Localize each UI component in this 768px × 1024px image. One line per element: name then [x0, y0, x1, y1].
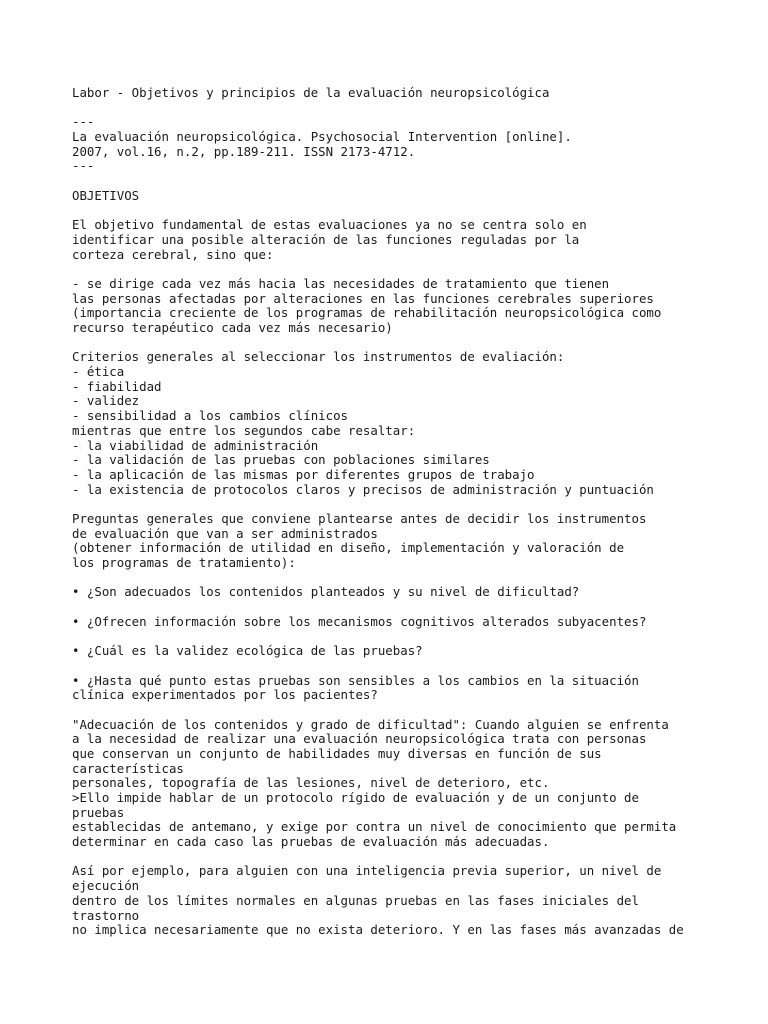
text-line: establecidas de antemano, y exige por contra un nivel de conocimiento que permita — [72, 819, 677, 835]
text-line: Labor - Objetivos y principios de la evaluación neuropsicológica — [72, 85, 550, 100]
text-line: OBJETIVOS — [72, 187, 140, 203]
text-line: características — [72, 760, 184, 776]
blank-line — [72, 497, 762, 512]
text-line: - la aplicación de las mismas por diferentes grupos de trabajo — [72, 466, 535, 482]
text-line: 2007, vol.16, n.2, pp.189-211. ISSN 2173-4712. — [72, 143, 416, 159]
text-line: no implica necesariamente que no exista deterioro. Y en las fases más avanzadas de — [72, 922, 684, 938]
text-line: recurso terapéutico cada vez más necesario) — [72, 320, 393, 335]
text-line: pruebas — [72, 804, 125, 820]
text-line: Preguntas generales que conviene plantearse antes de decidir los instrumentos — [72, 510, 647, 526]
text-line: --- — [72, 114, 95, 130]
blank-line — [72, 629, 762, 644]
blank-line — [72, 336, 762, 351]
text-line: los programas de tratamiento): — [72, 555, 296, 570]
text-line: (importancia creciente de los programas de rehabilitación neuropsicológica como — [72, 305, 662, 321]
text-line: Criterios generales al seleccionar los instrumentos de evaliación: — [72, 349, 565, 365]
text-line: determinar en cada caso las pruebas de evaluación más adecuadas. — [72, 834, 550, 850]
text-line: • ¿Cuál es la validez ecológica de las pruebas? — [72, 643, 423, 659]
text-line: - fiabilidad — [72, 378, 162, 394]
blank-line — [72, 204, 762, 219]
text-line: de evaluación que van a ser administrados — [72, 525, 378, 541]
text-line: las personas afectadas por alteraciones en las funciones cerebrales superiores — [72, 290, 654, 306]
text-line: >Ello impide hablar de un protocolo rígido de evaluación y de un conjunto de — [72, 790, 639, 805]
text-line: (obtener información de utilidad en diseño, implementación y valoración de — [72, 540, 625, 556]
blank-line — [72, 600, 762, 615]
blank-line — [72, 262, 762, 277]
text-line: mientras que entre los segundos cabe resaltar: — [72, 422, 416, 438]
text-line: - se dirige cada vez más hacia las necesidades de tratamiento que tienen — [72, 275, 610, 291]
text-line: Así por ejemplo, para alguien con una inteligencia previa superior, un nivel de — [72, 863, 662, 879]
text-line: • ¿Ofrecen información sobre los mecanismos cognitivos alterados subyacentes? — [72, 613, 647, 629]
text-line: que conservan un conjunto de habilidades muy diversas en función de sus — [72, 745, 602, 761]
blank-line — [72, 703, 762, 718]
text-line: --- — [72, 158, 95, 174]
text-line: La evaluación neuropsicológica. Psychosocial Intervention [online]. — [72, 129, 572, 145]
text-line: ejecución — [72, 878, 140, 894]
text-line: personales, topografía de las lesiones, nivel de deterioro, etc. — [72, 775, 550, 791]
text-line: - validez — [72, 393, 140, 409]
blank-line — [72, 174, 762, 189]
text-line: identificar una posible alteración de las funciones reguladas por la — [72, 231, 580, 247]
text-line: "Adecuación de los contenidos y grado de dificultad": Cuando alguien se enfrenta — [72, 716, 669, 732]
blank-line — [72, 101, 762, 116]
text-line: • ¿Hasta qué punto estas pruebas son sensibles a los cambios en la situación — [72, 672, 639, 688]
text-line: trastorno — [72, 907, 140, 923]
text-line: - la viabilidad de administración — [72, 437, 319, 453]
blank-line — [72, 571, 762, 586]
text-line: corteza cerebral, sino que: — [72, 246, 274, 262]
text-line: - ética — [72, 364, 125, 380]
blank-line — [72, 659, 762, 674]
document-page — [72, 86, 762, 938]
text-line: - la existencia de protocolos claros y precisos de administración y puntuación — [72, 481, 654, 497]
blank-line — [72, 850, 762, 865]
text-line: • ¿Son adecuados los contenidos planteados y su nivel de dificultad? — [72, 584, 580, 600]
text-line: - sensibilidad a los cambios clínicos — [72, 408, 349, 424]
text-line: dentro de los límites normales en algunas pruebas en las fases iniciales del — [72, 892, 639, 908]
text-line: El objetivo fundamental de estas evaluaciones ya no se centra solo en — [72, 217, 587, 233]
text-line: - la validación de las pruebas con poblaciones similares — [72, 452, 490, 468]
text-line: a la necesidad de realizar una evaluación neuropsicológica trata con personas — [72, 731, 647, 747]
text-line: clínica experimentados por los pacientes? — [72, 687, 378, 703]
